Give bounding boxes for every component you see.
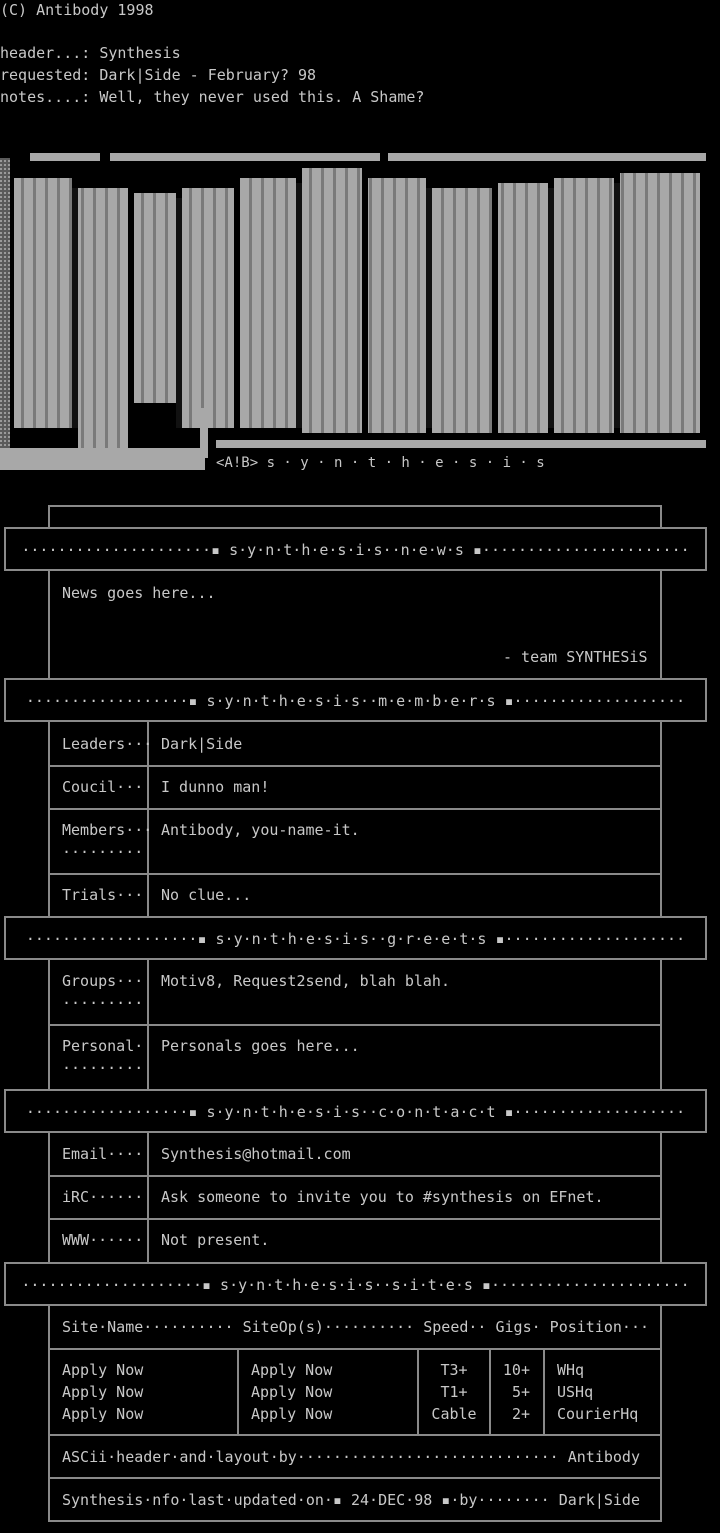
members-value-members: Antibody, you-name-it. [161, 821, 360, 839]
news-signature: - team SYNTHESiS [503, 648, 648, 666]
site-name: Apply Now [62, 1361, 144, 1379]
site-speed: T3+ [440, 1361, 468, 1379]
contact-value-www: Not present. [161, 1231, 270, 1249]
site-speed: T1+ [440, 1383, 468, 1401]
news-body: News goes here... [62, 584, 216, 602]
site-gigs: 2+ [511, 1405, 530, 1423]
sites-table-header: Site·Name·········· SiteOp(s)·········· Speed·· Gigs· Position··· [62, 1318, 649, 1336]
requested-line: requested: Dark|Side - February? 98 [0, 66, 317, 84]
members-value-leaders: Dark|Side [161, 735, 243, 753]
site-op: Apply Now [251, 1383, 333, 1401]
members-value-trials: No clue... [161, 886, 252, 904]
greets-label-groups: Groups··· [62, 972, 144, 990]
site-gigs: 10+ [502, 1361, 530, 1379]
news-section-header: ·····················▪ s·y·n·t·h·e·s·i·s··n·e·w·s ▪······················· [4, 527, 707, 571]
greets-label-personal: Personal· [62, 1037, 144, 1055]
contact-value-email[interactable]: Synthesis@hotmail.com [161, 1145, 351, 1163]
members-label-members: Members··· [62, 821, 153, 839]
members-label-members-dots: ········· [62, 843, 144, 861]
members-label-trials: Trials··· [62, 886, 144, 904]
members-value-council: I dunno man! [161, 778, 270, 796]
notes-line: notes....: Well, they never used this. A Shame? [0, 88, 425, 106]
logo-tagline: <A!B> s · y · n · t · h · e · s · i · s [216, 455, 545, 471]
copyright-line: (C) Antibody 1998 [0, 1, 154, 19]
greets-label-personal-dots: ········· [62, 1059, 144, 1077]
members-section-header: ··················▪ s·y·n·t·h·e·s·i·s··m·e·m·b·e·r·s ▪··················· [4, 678, 707, 722]
site-name: Apply Now [62, 1383, 144, 1401]
site-speed: Cable [431, 1405, 477, 1423]
header-line: header...: Synthesis [0, 44, 181, 62]
contact-section-header: ··················▪ s·y·n·t·h·e·s·i·s··c·o·n·t·a·c·t ▪··················· [4, 1089, 707, 1133]
site-position: CourierHq [557, 1405, 639, 1423]
greets-section-header: ···················▪ s·y·n·t·h·e·s·i·s··g·r·e·e·t·s ▪···················· [4, 916, 707, 960]
layout-credit: ASCii·header·and·layout·by····························· Antibody [62, 1448, 640, 1466]
site-name: Apply Now [62, 1405, 144, 1423]
contact-label-www: WWW······ [62, 1231, 144, 1249]
greets-value-personal: Personals goes here... [161, 1037, 360, 1055]
synthesis-logo [0, 148, 712, 478]
site-position: USHq [557, 1383, 594, 1401]
contact-label-irc: iRC······ [62, 1188, 144, 1206]
site-op: Apply Now [251, 1361, 333, 1379]
site-op: Apply Now [251, 1405, 333, 1423]
greets-value-groups: Motiv8, Request2send, blah blah. [161, 972, 450, 990]
site-position: WHq [557, 1361, 585, 1379]
site-gigs: 5+ [511, 1383, 530, 1401]
contact-label-email: Email···· [62, 1145, 144, 1163]
updated-credit: Synthesis·nfo·last·updated·on·▪ 24·DEC·98 ▪·by········ Dark|Side [62, 1491, 640, 1509]
sites-section-header: ····················▪ s·y·n·t·h·e·s·i·s··s·i·t·e·s ▪······················ [4, 1262, 707, 1306]
contact-value-irc: Ask someone to invite you to #synthesis on EFnet. [161, 1188, 604, 1206]
members-label-leaders: Leaders··· [62, 735, 153, 753]
members-label-council: Coucil··· [62, 778, 144, 796]
greets-label-groups-dots: ········· [62, 994, 144, 1012]
